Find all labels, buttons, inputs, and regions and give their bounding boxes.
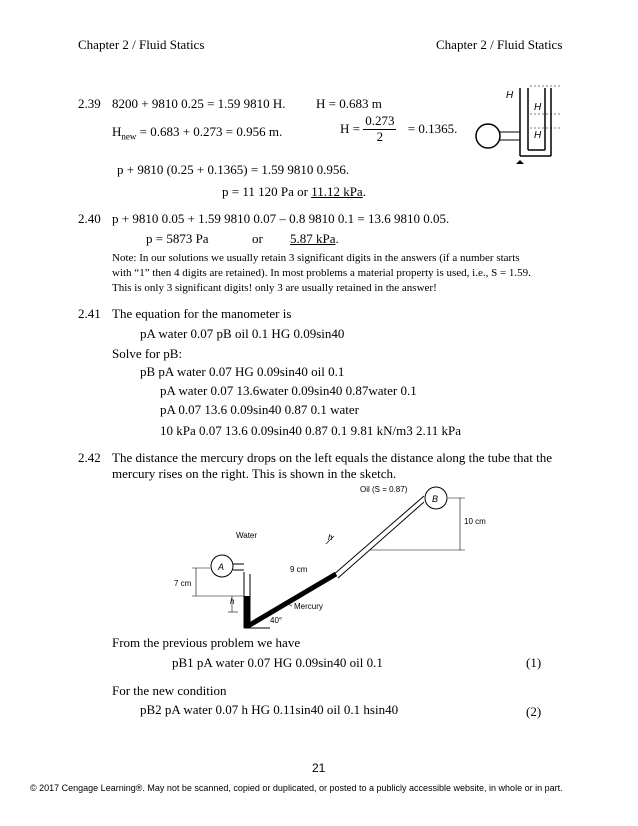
problem-number-2-41: 2.41	[78, 306, 101, 321]
figure-2-39-manometer	[470, 80, 565, 165]
hnew-symbol: H	[112, 124, 122, 139]
problem-number-2-42: 2.42	[78, 450, 101, 465]
problem-number-2-40: 2.40	[78, 211, 101, 226]
fig-2-42-label-h-right: h	[328, 533, 333, 542]
equation-2-39-1-result: H = 0.683 m	[316, 96, 382, 111]
fig-2-42-label-water: Water	[236, 531, 258, 540]
text-2-42-line-1: The distance the mercury drops on the left equals the distance along the tube that the	[112, 450, 553, 465]
result-2-40-period: .	[335, 231, 339, 246]
equation-2-41-3: pA water 0.07 13.6water 0.09sin40 0.87water 0.1	[160, 383, 417, 398]
dh-denominator: 2	[376, 128, 384, 144]
text-2-42-line-2: mercury rises on the right. This is shown in the sketch.	[112, 466, 397, 481]
result-2-39-period: .	[362, 184, 366, 199]
header-right: Chapter 2 / Fluid Statics	[436, 37, 563, 52]
hnew-subscript: new	[121, 131, 137, 142]
equation-2-40-1: p + 9810 0.05 + 1.59 9810 0.07 – 0.8 9810 0.1 = 13.6 9810 0.05.	[112, 211, 450, 226]
text-2-42-newcond: For the new condition	[112, 683, 227, 698]
equation-2-39-3: p + 9810 (0.25 + 0.1365) = 1.59 9810 0.956.	[117, 162, 350, 177]
fig-2-42-label-10cm: 10 cm	[464, 517, 486, 526]
equation-2-41-4: pA 0.07 13.6 0.09sin40 0.87 0.1 water	[160, 402, 359, 417]
equation-2-41-5: 10 kPa 0.07 13.6 0.09sin40 0.87 0.1 9.81 kN/m3 2.11 kPa	[160, 423, 462, 438]
note-line-1: Note: In our solutions we usually retain 3 significant digits in the answers (if a number starts	[112, 252, 520, 264]
text-2-41-solve: Solve for pB:	[112, 346, 183, 361]
equation-2-39-1: 8200 + 9810 0.25 = 1.59 9810 H.	[112, 96, 286, 111]
equation-2-42-1: pB1 pA water 0.07 HG 0.09sin40 oil 0.1	[172, 655, 383, 670]
equation-2-40-result-kpa	[290, 232, 339, 247]
equation-2-41-2: pB pA water 0.07 HG 0.09sin40 oil 0.1	[140, 364, 345, 379]
hnew-value: = 0.683 + 0.273 = 0.956 m.	[136, 124, 283, 139]
figure-2-42-manometer	[160, 478, 490, 633]
text-2-42-prev: From the previous problem we have	[112, 635, 301, 650]
dh-numerator: 0.273	[365, 113, 395, 128]
note-line-2: with “1” then 4 digits are retained). In most problems a material property is used, i.e., S = 1.59.	[112, 267, 531, 279]
result-2-39-kpa: 11.12 kPa	[311, 184, 363, 199]
fig-2-39-h-bottom: H	[534, 130, 542, 141]
fig-2-42-label-mercury: Mercury	[294, 602, 323, 611]
equation-2-40-or: or	[252, 231, 263, 246]
fig-2-42-label-9cm: 9 cm	[290, 565, 308, 574]
dh-result: = 0.1365.	[407, 120, 458, 136]
problem-number-2-39: 2.39	[78, 96, 101, 111]
fig-2-39-h-mid: H	[534, 102, 542, 113]
fig-2-42-label-b: B	[432, 494, 439, 504]
page-number: 21	[312, 761, 326, 775]
equation-2-39-result	[222, 185, 366, 200]
note-line-3: This is only 3 significant digits! only 3 are usually retained in the answer!	[112, 282, 437, 294]
equation-2-39-hnew	[112, 125, 282, 140]
fig-2-39-h-top: H	[506, 90, 514, 101]
dh-lhs: H =	[340, 120, 360, 136]
dh-fraction	[363, 114, 396, 145]
equation-2-39-dh	[340, 114, 457, 145]
fig-2-42-label-oil: Oil (S = 0.87)	[360, 485, 408, 494]
fig-2-42-label-7cm: 7 cm	[174, 579, 192, 588]
text-2-41-intro: The equation for the manometer is	[112, 306, 292, 321]
result-2-40-kpa: 5.87 kPa	[290, 231, 336, 246]
equation-2-41-1: pA water 0.07 pB oil 0.1 HG 0.09sin40	[140, 326, 345, 341]
header-left: Chapter 2 / Fluid Statics	[78, 37, 205, 52]
copyright-notice: © 2017 Cengage Learning®. May not be scanned, copied or duplicated, or posted to a publicly accessible website, in whole or in part.	[30, 783, 563, 793]
equation-2-42-1-number: (1)	[526, 655, 542, 670]
fig-2-42-label-a: A	[218, 562, 225, 572]
equation-2-40-result-pa: p = 5873 Pa	[146, 231, 209, 246]
result-2-39-pa: p = 11 120 Pa or	[222, 184, 312, 199]
fig-2-42-label-angle: 40°	[270, 616, 283, 625]
equation-2-42-2: pB2 pA water 0.07 h HG 0.11sin40 oil 0.1 hsin40	[140, 702, 399, 717]
fig-2-42-label-h-left: h	[230, 597, 235, 606]
equation-2-42-2-number: (2)	[526, 704, 542, 719]
